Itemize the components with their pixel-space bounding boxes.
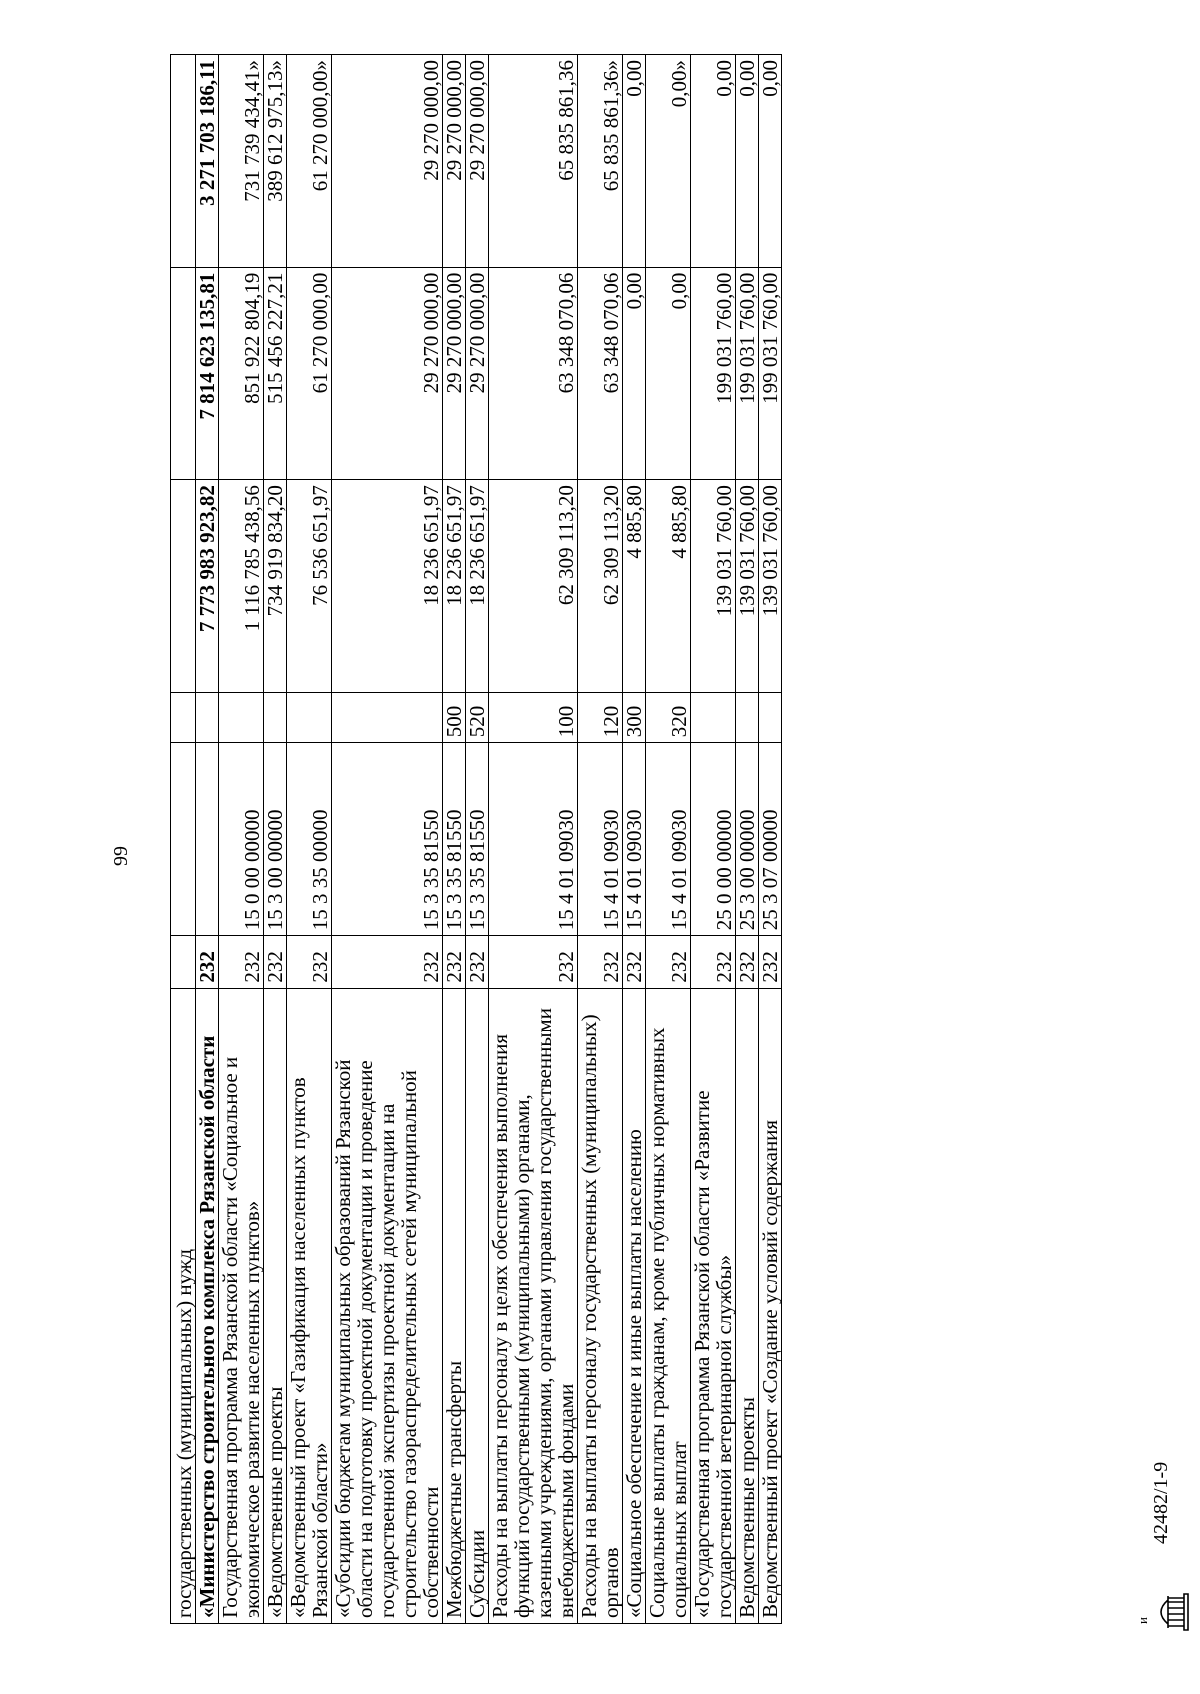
row-value-2025-cell: 0,00 xyxy=(623,267,646,480)
row-value-2026-cell: 0,00 xyxy=(691,55,736,268)
row-name-cell: государственных (муниципальных) нужд xyxy=(171,988,196,1623)
table-row xyxy=(623,55,646,1624)
row-vr-cell: 320 xyxy=(646,692,691,743)
row-csr-cell: 15 3 35 81550 xyxy=(466,743,489,936)
row-code-cell: 232 xyxy=(489,936,578,988)
row-value-2026-cell: 3 271 703 186,11 xyxy=(196,55,219,268)
row-name-cell: «Ведомственный проект «Газификация населенных пунктов Рязанской области» xyxy=(287,988,332,1623)
row-csr-cell: 15 4 01 09030 xyxy=(623,743,646,936)
table-row xyxy=(332,55,443,1624)
row-value-2025-cell: 851 922 804,19 xyxy=(219,267,264,480)
row-value-2025-cell: 29 270 000,00 xyxy=(332,267,443,480)
row-code-cell: 232 xyxy=(759,936,782,988)
row-value-2024-cell: 62 309 113,20 xyxy=(578,480,623,693)
budget-table xyxy=(170,54,782,1624)
row-value-2025-cell: 7 814 623 135,81 xyxy=(196,267,219,480)
row-value-2026-cell: 0,00 xyxy=(623,55,646,268)
row-value-2026-cell: 61 270 000,00» xyxy=(287,55,332,268)
row-code-cell: 232 xyxy=(691,936,736,988)
row-name-cell: «Субсидии бюджетам муниципальных образований Рязанской области на подготовку проектной документации и проведение государственной экспертизы проектной документации на строительство газораспределительных сетей муниципальной собственности xyxy=(332,988,443,1623)
row-code-cell xyxy=(171,936,196,988)
row-name-cell: «Государственная программа Рязанской области «Развитие государственной ветеринарной службы» xyxy=(691,988,736,1623)
row-value-2026-cell: 389 612 975,13» xyxy=(264,55,287,268)
row-csr-cell: 15 3 35 00000 xyxy=(287,743,332,936)
row-value-2024-cell: 18 236 651,97 xyxy=(332,480,443,693)
row-csr-cell xyxy=(171,743,196,936)
table-row xyxy=(691,55,736,1624)
row-csr-cell: 15 4 01 09030 xyxy=(489,743,578,936)
table-row xyxy=(287,55,332,1624)
row-value-2026-cell: 731 739 434,41» xyxy=(219,55,264,268)
row-vr-cell xyxy=(332,692,443,743)
row-value-2024-cell: 76 536 651,97 xyxy=(287,480,332,693)
row-value-2024-cell xyxy=(171,480,196,693)
table-row xyxy=(759,55,782,1624)
page-number: 99 xyxy=(110,846,132,866)
table-row xyxy=(196,55,219,1624)
row-name-cell: Расходы на выплаты персоналу в целях обеспечения выполнения функций государственными (муниципальными) органами, казенными учреждениями, органами управления государственными внебюджетными фондами xyxy=(489,988,578,1623)
row-value-2024-cell: 139 031 760,00 xyxy=(759,480,782,693)
table-row xyxy=(736,55,759,1624)
row-value-2026-cell: 29 270 000,00 xyxy=(466,55,489,268)
row-code-cell: 232 xyxy=(219,936,264,988)
row-value-2024-cell: 1 116 785 438,56 xyxy=(219,480,264,693)
row-csr-cell: 15 3 35 81550 xyxy=(332,743,443,936)
row-value-2025-cell: 63 348 070,06 xyxy=(578,267,623,480)
row-value-2025-cell: 199 031 760,00 xyxy=(691,267,736,480)
row-value-2026-cell: 29 270 000,00 xyxy=(443,55,466,268)
edge-mark: и xyxy=(1135,1617,1150,1624)
row-name-cell: Ведомственный проект «Создание условий содержания xyxy=(759,988,782,1623)
row-vr-cell xyxy=(691,692,736,743)
row-code-cell: 232 xyxy=(443,936,466,988)
row-value-2024-cell: 734 919 834,20 xyxy=(264,480,287,693)
table-row xyxy=(489,55,578,1624)
row-value-2025-cell: 63 348 070,06 xyxy=(489,267,578,480)
row-value-2024-cell: 4 885,80 xyxy=(623,480,646,693)
row-name-cell: Субсидии xyxy=(466,988,489,1623)
row-value-2026-cell: 65 835 861,36 xyxy=(489,55,578,268)
row-value-2026-cell: 65 835 861,36» xyxy=(578,55,623,268)
table-row xyxy=(219,55,264,1624)
row-csr-cell: 15 3 00 00000 xyxy=(264,743,287,936)
row-value-2025-cell: 29 270 000,00 xyxy=(443,267,466,480)
row-csr-cell: 15 4 01 09030 xyxy=(578,743,623,936)
row-value-2024-cell: 18 236 651,97 xyxy=(466,480,489,693)
row-name-cell: «Социальное обеспечение и иные выплаты населению xyxy=(623,988,646,1623)
row-csr-cell: 25 0 00 00000 xyxy=(691,743,736,936)
table-row xyxy=(264,55,287,1624)
row-vr-cell xyxy=(287,692,332,743)
row-value-2025-cell: 515 456 227,21 xyxy=(264,267,287,480)
row-name-cell: «Ведомственные проекты xyxy=(264,988,287,1623)
row-value-2024-cell: 7 773 983 923,82 xyxy=(196,480,219,693)
row-vr-cell: 500 xyxy=(443,692,466,743)
row-value-2025-cell: 199 031 760,00 xyxy=(759,267,782,480)
row-name-cell: Социальные выплаты гражданам, кроме публичных нормативных социальных выплат xyxy=(646,988,691,1623)
archive-stamp-icon xyxy=(1150,1590,1190,1634)
row-code-cell: 232 xyxy=(646,936,691,988)
row-vr-cell xyxy=(219,692,264,743)
row-value-2024-cell: 139 031 760,00 xyxy=(691,480,736,693)
row-vr-cell xyxy=(196,692,219,743)
row-vr-cell xyxy=(171,692,196,743)
row-csr-cell: 25 3 00 00000 xyxy=(736,743,759,936)
budget-table-body xyxy=(171,55,782,1624)
row-code-cell: 232 xyxy=(332,936,443,988)
row-vr-cell: 300 xyxy=(623,692,646,743)
row-code-cell: 232 xyxy=(578,936,623,988)
row-name-cell: Межбюджетные трансферты xyxy=(443,988,466,1623)
row-vr-cell xyxy=(264,692,287,743)
row-value-2025-cell xyxy=(171,267,196,480)
row-name-cell: Ведомственные проекты xyxy=(736,988,759,1623)
row-value-2026-cell xyxy=(171,55,196,268)
row-csr-cell: 25 3 07 00000 xyxy=(759,743,782,936)
row-value-2024-cell: 18 236 651,97 xyxy=(443,480,466,693)
row-value-2026-cell: 0,00 xyxy=(736,55,759,268)
row-value-2025-cell: 199 031 760,00 xyxy=(736,267,759,480)
table-row xyxy=(578,55,623,1624)
row-vr-cell: 120 xyxy=(578,692,623,743)
row-vr-cell: 520 xyxy=(466,692,489,743)
table-row xyxy=(443,55,466,1624)
row-code-cell: 232 xyxy=(264,936,287,988)
row-name-cell: Государственная программа Рязанской области «Социальное и экономическое развитие населенных пунктов» xyxy=(219,988,264,1623)
row-csr-cell: 15 3 35 81550 xyxy=(443,743,466,936)
table-row xyxy=(646,55,691,1624)
row-vr-cell xyxy=(736,692,759,743)
row-name-cell: «Министерство строительного комплекса Рязанской области xyxy=(196,988,219,1623)
row-value-2026-cell: 0,00 xyxy=(759,55,782,268)
row-code-cell: 232 xyxy=(287,936,332,988)
row-code-cell: 232 xyxy=(466,936,489,988)
row-code-cell: 232 xyxy=(623,936,646,988)
row-code-cell: 232 xyxy=(736,936,759,988)
row-value-2024-cell: 4 885,80 xyxy=(646,480,691,693)
row-csr-cell: 15 0 00 00000 xyxy=(219,743,264,936)
row-value-2026-cell: 29 270 000,00 xyxy=(332,55,443,268)
row-code-cell: 232 xyxy=(196,936,219,988)
table-row xyxy=(466,55,489,1624)
table-row xyxy=(171,55,196,1624)
row-value-2026-cell: 0,00» xyxy=(646,55,691,268)
row-vr-cell xyxy=(759,692,782,743)
row-value-2025-cell: 29 270 000,00 xyxy=(466,267,489,480)
row-value-2024-cell: 62 309 113,20 xyxy=(489,480,578,693)
row-vr-cell: 100 xyxy=(489,692,578,743)
row-csr-cell: 15 4 01 09030 xyxy=(646,743,691,936)
row-value-2025-cell: 61 270 000,00 xyxy=(287,267,332,480)
row-csr-cell xyxy=(196,743,219,936)
row-value-2024-cell: 139 031 760,00 xyxy=(736,480,759,693)
row-name-cell: Расходы на выплаты персоналу государственных (муниципальных) органов xyxy=(578,988,623,1623)
document-id: 42482/1-9 xyxy=(1150,1461,1172,1544)
row-value-2025-cell: 0,00 xyxy=(646,267,691,480)
